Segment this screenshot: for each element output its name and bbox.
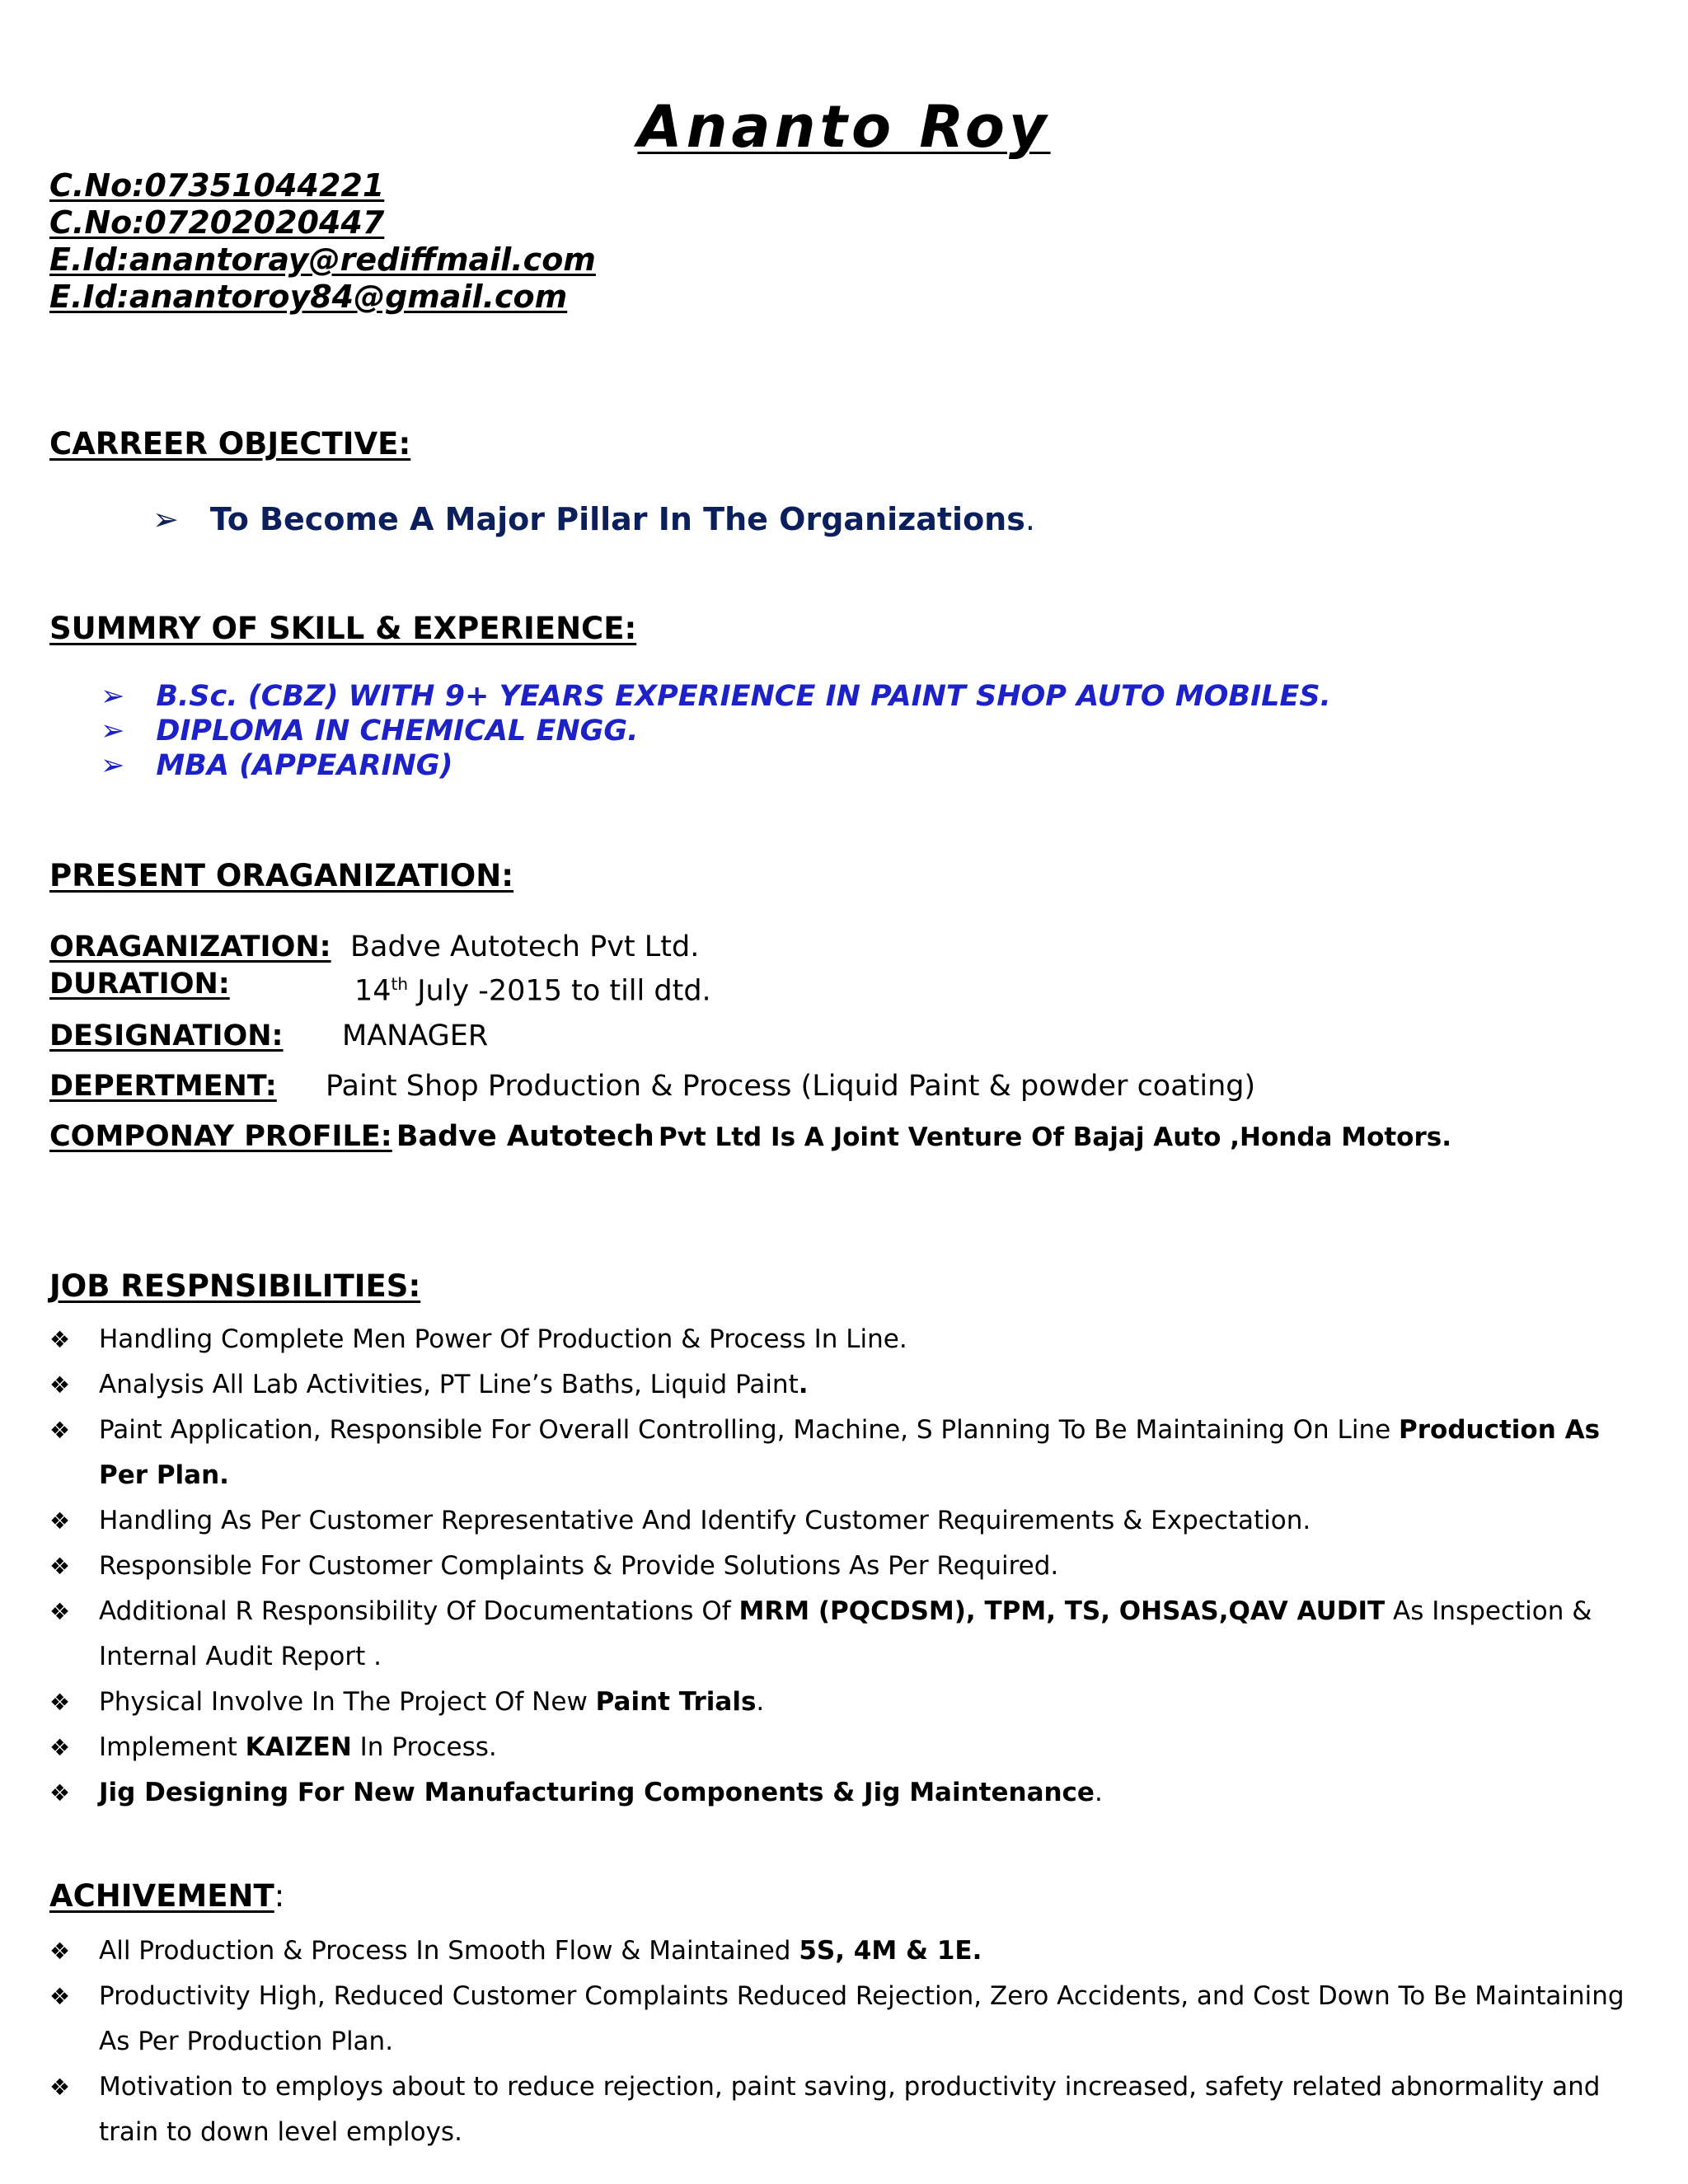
summary-heading: SUMMRY OF SKILL & EXPERIENCE:	[49, 611, 637, 646]
list-item: ❖ Additional R Responsibility Of Documentations Of MRM (PQCDSM), TPM, TS, OHSAS,QAV AUDIT As Inspection & Internal Audit Report .	[49, 1589, 1640, 1680]
organization-row	[49, 929, 700, 965]
job-heading: JOB RESPNSIBILITIES:	[49, 1268, 421, 1304]
four-diamond-bullet-icon: ❖	[49, 2074, 71, 2101]
arrow-bullet-icon: ➢	[101, 749, 125, 782]
arrow-bullet-icon: ➢	[152, 501, 179, 537]
department-label: DEPERTMENT:	[49, 1070, 277, 1103]
contact-email-2: E.Id:anantoroy84@gmail.com	[49, 279, 568, 315]
contact-email-1: E.Id:anantoray@rediffmail.com	[49, 241, 596, 278]
four-diamond-bullet-icon: ❖	[49, 1326, 71, 1353]
career-objective-item: ➢ To Become A Major Pillar In The Organizations.	[152, 501, 1035, 537]
four-diamond-bullet-icon: ❖	[49, 1507, 71, 1535]
list-item: ❖ Physical Involve In The Project Of New Paint Trials.	[49, 1680, 1640, 1725]
summary-item: ➢ B.Sc. (CBZ) WITH 9+ YEARS EXPERIENCE IN PAINT SHOP AUTO MOBILES.	[101, 680, 1331, 713]
company-profile-name: Badve Autotech	[396, 1120, 654, 1153]
job-list	[49, 1317, 1640, 1816]
list-item: ❖ Implement KAIZEN In Process.	[49, 1725, 1640, 1770]
list-item: ❖ Handling Complete Men Power Of Production & Process In Line.	[49, 1317, 1640, 1362]
list-item: ❖ Jig Designing For New Manufacturing Components & Jig Maintenance.	[49, 1770, 1640, 1816]
present-org-heading: PRESENT ORAGANIZATION:	[49, 858, 514, 893]
list-item: ❖ Handling As Per Customer Representative And Identify Customer Requirements & Expectation.	[49, 1498, 1640, 1544]
duration-value: 14th July -2015 to till dtd.	[354, 974, 711, 1008]
list-item: ❖ Responsible For Customer Complaints & Provide Solutions As Per Required.	[49, 1544, 1640, 1589]
list-item: ❖ All Production & Process In Smooth Flow & Maintained 5S, 4M & 1E.	[49, 1929, 1640, 1974]
contact-phone-2: C.No:07202020447	[49, 204, 385, 241]
company-profile-text: Pvt Ltd Is A Joint Venture Of Bajaj Auto ,Honda Motors.	[658, 1122, 1451, 1152]
four-diamond-bullet-icon: ❖	[49, 1938, 71, 1965]
four-diamond-bullet-icon: ❖	[49, 1689, 71, 1716]
four-diamond-bullet-icon: ❖	[49, 1371, 71, 1399]
organization-label: ORAGANIZATION:	[49, 930, 331, 963]
department-row	[49, 1068, 1256, 1104]
designation-row	[49, 1018, 489, 1054]
list-item: ❖ Analysis All Lab Activities, PT Line’s Baths, Liquid Paint.	[49, 1362, 1640, 1408]
four-diamond-bullet-icon: ❖	[49, 1598, 71, 1625]
four-diamond-bullet-icon: ❖	[49, 1417, 71, 1444]
candidate-name: Ananto Roy	[637, 93, 1051, 161]
achievement-list	[49, 1929, 1640, 2155]
arrow-bullet-icon: ➢	[101, 715, 125, 748]
company-profile-label: COMPONAY PROFILE:	[49, 1120, 392, 1153]
list-item: ❖ Paint Application, Responsible For Overall Controlling, Machine, S Planning To Be Maintaining On Line Production As Per Plan.	[49, 1408, 1640, 1498]
department-value: Paint Shop Production & Process (Liquid Paint & powder coating)	[326, 1070, 1256, 1103]
organization-value: Badve Autotech Pvt Ltd.	[350, 930, 700, 963]
list-item: ❖ Productivity High, Reduced Customer Complaints Reduced Rejection, Zero Accidents, and Cost Down To Be Maintaining As Per Production Plan.	[49, 1974, 1640, 2064]
four-diamond-bullet-icon: ❖	[49, 1734, 71, 1761]
career-objective-heading: CARREER OBJECTIVE:	[49, 426, 411, 462]
list-item: ❖ Motivation to employs about to reduce rejection, paint saving, productivity increased, safety related abnormality and train to down level employs.	[49, 2064, 1640, 2155]
duration-row	[49, 966, 711, 1008]
summary-item: ➢ DIPLOMA IN CHEMICAL ENGG.	[101, 715, 639, 748]
four-diamond-bullet-icon: ❖	[49, 1553, 71, 1580]
designation-label: DESIGNATION:	[49, 1019, 284, 1052]
duration-label: DURATION:	[49, 968, 230, 1001]
four-diamond-bullet-icon: ❖	[49, 1983, 71, 2010]
contact-block	[49, 167, 596, 316]
summary-item: ➢ MBA (APPEARING)	[101, 749, 453, 782]
contact-phone-1: C.No:07351044221	[49, 167, 385, 204]
designation-value: MANAGER	[342, 1019, 489, 1052]
four-diamond-bullet-icon: ❖	[49, 1779, 71, 1807]
company-profile-row	[49, 1118, 1451, 1160]
arrow-bullet-icon: ➢	[101, 680, 125, 713]
achievement-heading: ACHIVEMENT:	[49, 1878, 285, 1914]
